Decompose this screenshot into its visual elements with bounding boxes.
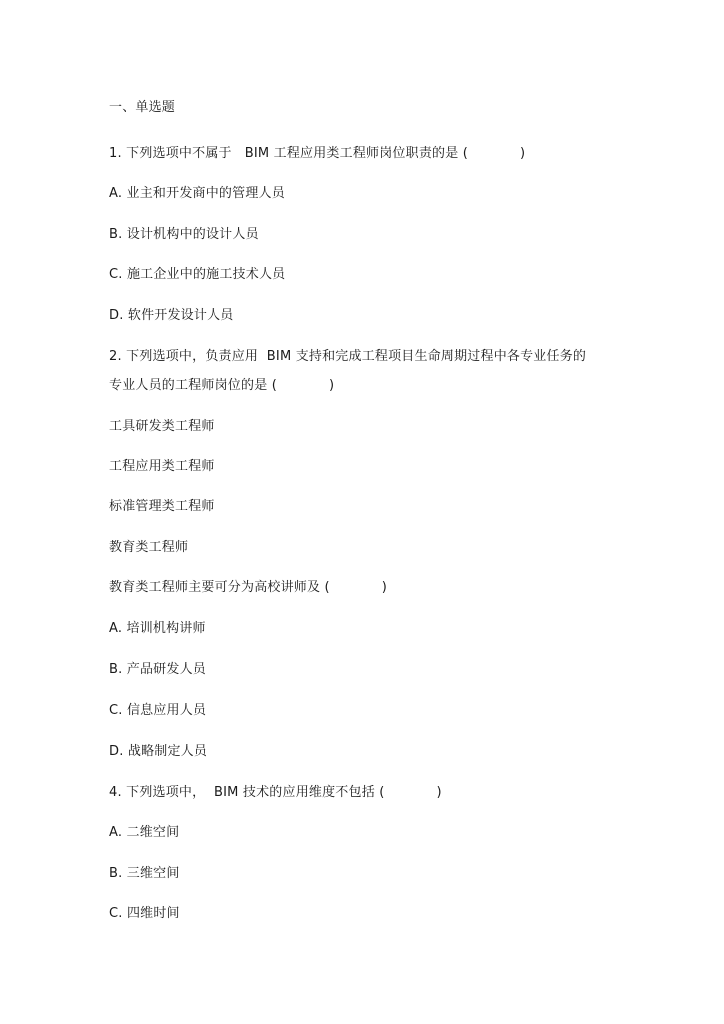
question-4-option-b: B. 三维空间 — [109, 866, 180, 881]
question-2-line-2: 专业人员的工程师岗位的是 ( ) — [109, 378, 335, 393]
question-2-option-4: 教育类工程师 — [109, 540, 189, 555]
question-3-option-c: C. 信息应用人员 — [109, 703, 207, 718]
question-2-line-1: 2. 下列选项中，负责应用 BIM 支持和完成工程项目生命周期过程中各专业任务的 — [109, 349, 587, 364]
question-3-option-d: D. 战略制定人员 — [109, 744, 208, 759]
question-1-option-b: B. 设计机构中的设计人员 — [109, 227, 259, 242]
question-4-option-a: A. 二维空间 — [109, 825, 180, 840]
question-1-option-c: C. 施工企业中的施工技术人员 — [109, 267, 286, 282]
question-2-option-3: 标准管理类工程师 — [109, 499, 215, 514]
question-4: 4. 下列选项中， BIM 技术的应用维度不包括 ( ) — [109, 785, 442, 800]
question-2-option-1: 工具研发类工程师 — [109, 419, 215, 434]
question-3-option-b: B. 产品研发人员 — [109, 662, 206, 677]
question-2-option-2: 工程应用类工程师 — [109, 459, 215, 474]
question-3: 教育类工程师主要可分为高校讲师及 ( ) — [109, 580, 388, 595]
question-1-option-a: A. 业主和开发商中的管理人员 — [109, 186, 285, 201]
question-4-option-c: C. 四维时间 — [109, 906, 180, 921]
question-1-option-d: D. 软件开发设计人员 — [109, 308, 234, 323]
question-1: 1. 下列选项中不属于 BIM 工程应用类工程师岗位职责的是 ( ) — [109, 146, 526, 161]
question-3-option-a: A. 培训机构讲师 — [109, 621, 206, 636]
section-heading: 一、单选题 — [109, 100, 176, 115]
